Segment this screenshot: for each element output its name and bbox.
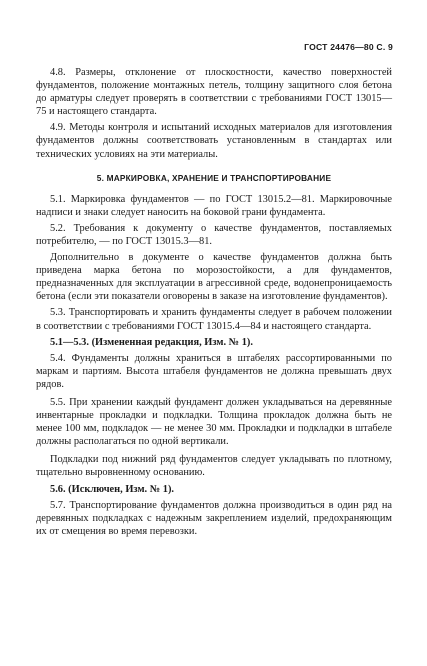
section-title: 5. МАРКИРОВКА, ХРАНЕНИЕ И ТРАНСПОРТИРОВАНИЕ [96,172,332,183]
paragraph-5-6 [36,483,392,496]
excluded-note: 5.6. (Исключен, Изм. № 1). [50,483,175,495]
paragraph-5-2-additional: Дополнительно в документе о качестве фундаментов должна быть приведена марка бетона по морозостойкости, а для фундаментов, предназначенных для эксплуатации в агрессивной среде, водонепроницаемость бетона (если эти показатели оговорены в заказе на изготовление фундаментов). [36,252,392,303]
page-header: ГОСТ 24476—80 С. 9 [304,42,393,52]
paragraph-5-3: 5.3. Транспортировать и хранить фундаменты следует в рабочем положении в соответствии с требованиями ГОСТ 13015.4—84 и настоящего стандарта. [36,307,392,332]
paragraph-5-5: 5.5. При хранении каждый фундамент должен укладываться на деревянные инвентарные прокладки и подкладки. Толщина прокладок должна быть не менее 100 мм, подкладок — не менее 30 мм. Прокладки и подкладки в штабеле должны располагаться по одной вертикали. [36,396,392,448]
paragraph-4-9: 4.9. Методы контроля и испытаний исходных материалов для изготовления фундаментов должны соответствовать установленным в стандартах или технических условиях на эти материалы. [36,122,392,160]
paragraph-5-2: 5.2. Требования к документу о качестве фундаментов, поставляемых потребителю, — по ГОСТ 13015.3—81. [36,222,392,247]
paragraph-5-7: 5.7. Транспортирование фундаментов должна производиться в один ряд на деревянных подкладках с надежным закреплением изделий, предохраняющим их от смещения во время перевозки. [36,499,392,537]
paragraph-5-1: 5.1. Маркировка фундаментов — по ГОСТ 13015.2—81. Маркировочные надписи и знаки следует наносить на боковой грани фундамента. [36,193,392,218]
paragraph-4-8: 4.8. Размеры, отклонение от плоскостности, качество поверхностей фундаментов, положение монтажных петель, толщину защитного слоя бетона до арматуры следует проверять в соответствии с требованиями ГОСТ 13015—75 и настоящего стандарта. [36,67,392,118]
document-body [36,66,392,538]
amendment-text: 5.1—5.3. (Измененная редакция, Изм. № 1). [50,336,253,348]
amendment-note-5-1-5-3 [36,336,392,349]
paragraph-5-4: 5.4. Фундаменты должны храниться в штабелях рассортированными по маркам и партиям. Высота штабеля фундаментов не должна превышать двух рядов. [36,352,392,390]
paragraph-5-5-additional: Подкладки под нижний ряд фундаментов следует укладывать по плотному, тщательно выровненному основанию. [36,454,392,479]
